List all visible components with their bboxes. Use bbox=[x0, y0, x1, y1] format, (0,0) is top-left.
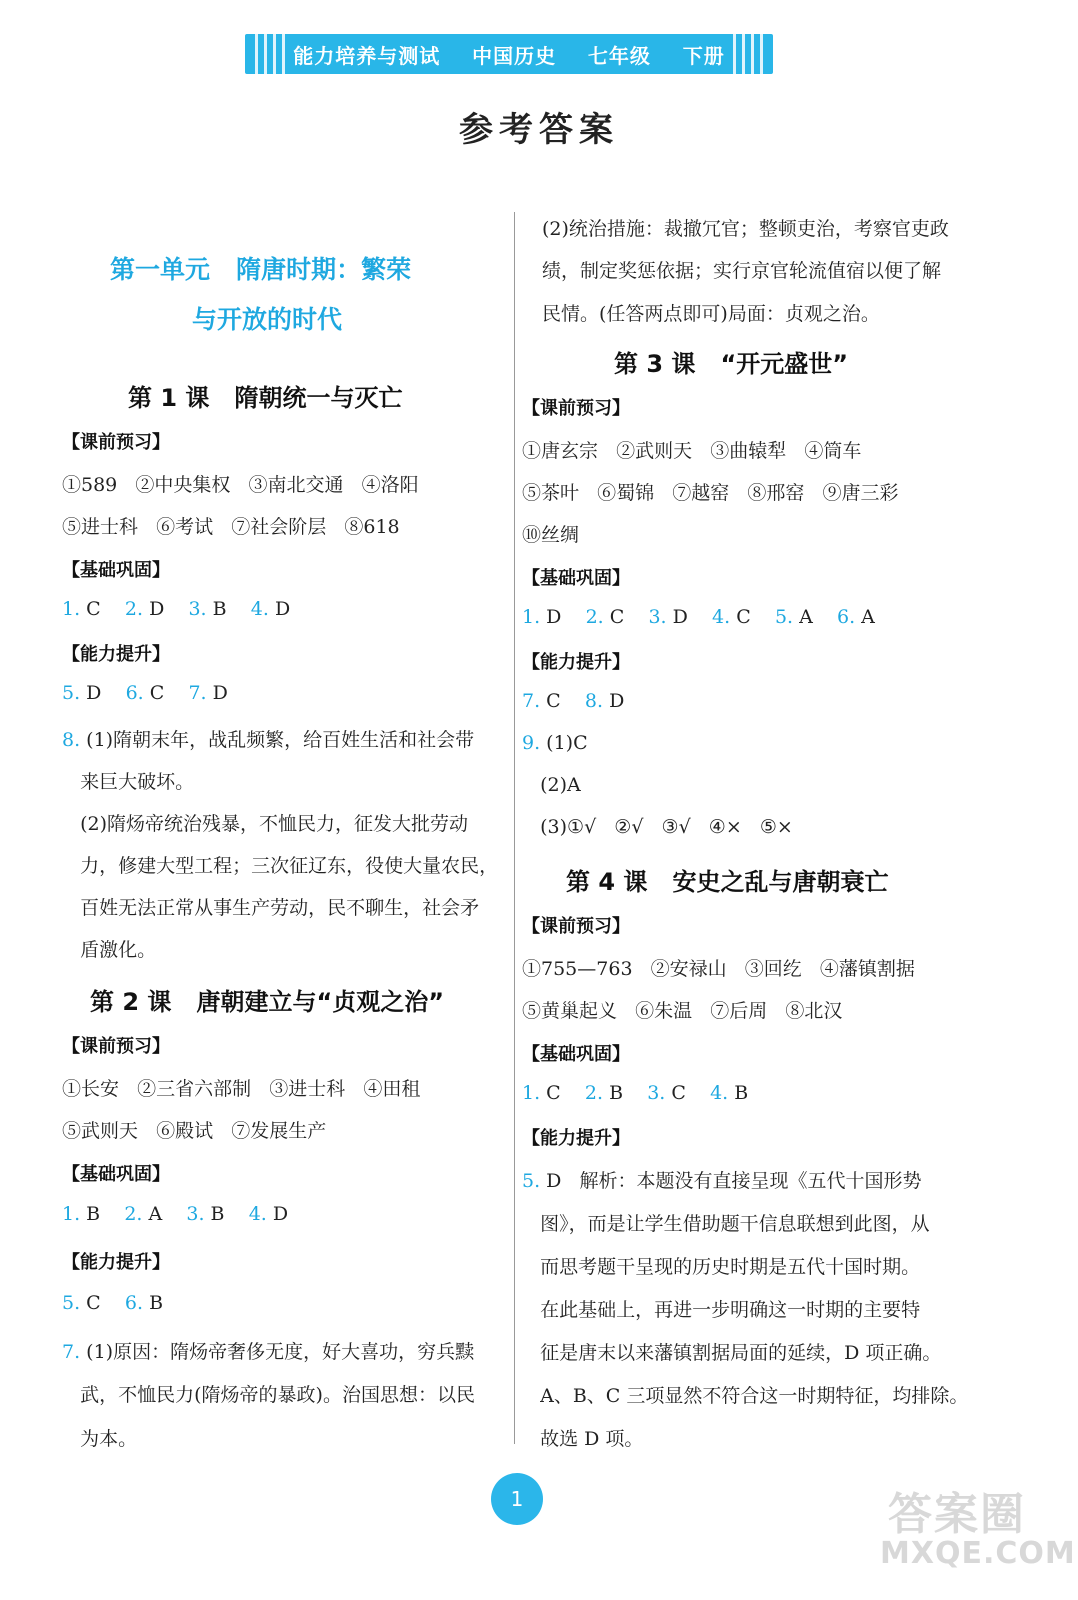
lesson2-ability-answers: 5. C 6. B bbox=[62, 1292, 164, 1314]
lesson4-q5-line: 故选 D 项。 bbox=[522, 1428, 644, 1450]
lesson1-preview-heading: 【课前预习】 bbox=[62, 432, 170, 453]
lesson1-preview-line: ⑤进士科 ⑥考试 ⑦社会阶层 ⑧618 bbox=[62, 516, 400, 538]
lesson3-ability-heading: 【能力提升】 bbox=[522, 652, 630, 673]
lesson3-basic-heading: 【基础巩固】 bbox=[522, 568, 630, 589]
lesson4-q5-line: 5. D 解析：本题没有直接呈现《五代十国形势 bbox=[522, 1170, 922, 1192]
unit-title-line1: 第一单元 隋唐时期：繁荣 bbox=[110, 255, 412, 284]
lesson2-preview-heading: 【课前预习】 bbox=[62, 1036, 170, 1057]
lesson4-ability-heading: 【能力提升】 bbox=[522, 1128, 630, 1149]
lesson2-q7-continued-line: 绩，制定奖惩依据；实行京官轮流值宿以便了解 bbox=[542, 260, 942, 282]
lesson2-q7-continued-line: (2)统治措施：裁撤冗官；整顿吏治，考察官吏政 bbox=[542, 218, 949, 240]
page-number-badge: 1 bbox=[491, 1473, 543, 1525]
lesson2-ability-heading: 【能力提升】 bbox=[62, 1252, 170, 1273]
lesson3-q9-line: (3)①√ ②√ ③√ ④× ⑤× bbox=[522, 816, 793, 838]
lesson2-preview-line: ⑤武则天 ⑥殿试 ⑦发展生产 bbox=[62, 1120, 327, 1142]
watermark-line2: MXQE.COM bbox=[880, 1536, 1076, 1571]
lesson4-preview-line: ①755—763 ②安禄山 ③回纥 ④藩镇割据 bbox=[522, 958, 915, 980]
lesson2-q7-line: 武，不恤民力(隋炀帝的暴政)。治国思想：以民 bbox=[62, 1384, 475, 1406]
lesson1-ability-answers: 5. D 6. C 7. D bbox=[62, 682, 228, 704]
lesson4-q5-line: 征是唐末以来藩镇割据局面的延续，D 项正确。 bbox=[522, 1342, 942, 1364]
watermark-line1: 答案圈 bbox=[888, 1489, 1026, 1540]
lesson2-basic-heading: 【基础巩固】 bbox=[62, 1164, 170, 1185]
unit-title-line2: 与开放的时代 bbox=[192, 305, 343, 334]
lesson3-preview-heading: 【课前预习】 bbox=[522, 398, 630, 419]
lesson3-basic-answers: 1. D 2. C 3. D 4. C 5. A 6. A bbox=[522, 606, 875, 628]
lesson4-q5-line: A、B、C 三项显然不符合这一时期特征，均排除。 bbox=[522, 1385, 969, 1407]
lesson3-preview-line: ①唐玄宗 ②武则天 ③曲辕犁 ④筒车 bbox=[522, 440, 862, 462]
lesson2-q7-continued-line: 民情。(任答两点即可)局面：贞观之治。 bbox=[542, 303, 880, 325]
lesson1-q8-line: 百姓无法正常从事生产劳动，民不聊生，社会矛 bbox=[62, 897, 480, 919]
lesson1-preview-line: ①589 ②中央集权 ③南北交通 ④洛阳 bbox=[62, 474, 419, 496]
lesson2-title: 第 2 课 唐朝建立与“贞观之治” bbox=[90, 988, 445, 1016]
banner-text: 能力培养与测试 中国历史 七年级 下册 bbox=[293, 43, 725, 68]
lesson1-basic-heading: 【基础巩固】 bbox=[62, 560, 170, 581]
lesson4-preview-line: ⑤黄巢起义 ⑥朱温 ⑦后周 ⑧北汉 bbox=[522, 1000, 843, 1022]
lesson2-preview-line: ①长安 ②三省六部制 ③进士科 ④田租 bbox=[62, 1078, 421, 1100]
lesson1-q8-line: 盾激化。 bbox=[62, 939, 157, 961]
column-divider bbox=[514, 212, 515, 1444]
lesson1-title: 第 1 课 隋朝统一与灭亡 bbox=[128, 384, 403, 412]
watermark-logo bbox=[880, 1478, 1076, 1588]
lesson3-preview-line: ⑩丝绸 bbox=[522, 524, 580, 546]
lesson1-q8-line: (2)隋炀帝统治残暴，不恤民力，征发大批劳动 bbox=[62, 813, 469, 835]
lesson4-preview-heading: 【课前预习】 bbox=[522, 916, 630, 937]
lesson4-q5-line: 图》，而是让学生借助题干信息联想到此图，从 bbox=[522, 1213, 930, 1235]
lesson4-q5-line: 在此基础上，再进一步明确这一时期的主要特 bbox=[522, 1299, 921, 1321]
header-banner bbox=[245, 34, 773, 74]
lesson1-q8-line: 力，修建大型工程；三次征辽东，役使大量农民， bbox=[62, 855, 499, 877]
lesson1-q8-line: 8. (1)隋朝末年，战乱频繁，给百姓生活和社会带 bbox=[62, 729, 475, 751]
lesson1-ability-heading: 【能力提升】 bbox=[62, 644, 170, 665]
lesson3-title: 第 3 课 “开元盛世” bbox=[614, 350, 849, 378]
lesson3-q9-line: 9. (1)C bbox=[522, 732, 588, 754]
lesson3-ability-answers: 7. C 8. D bbox=[522, 690, 625, 712]
lesson3-q9-line: (2)A bbox=[522, 774, 581, 796]
lesson2-q7-line: 为本。 bbox=[62, 1428, 138, 1450]
lesson1-q8-line: 来巨大破坏。 bbox=[62, 771, 195, 793]
lesson4-basic-heading: 【基础巩固】 bbox=[522, 1044, 630, 1065]
lesson2-basic-answers: 1. B 2. A 3. B 4. D bbox=[62, 1203, 289, 1225]
lesson2-q7-line: 7. (1)原因：隋炀帝奢侈无度，好大喜功，穷兵黩 bbox=[62, 1341, 475, 1363]
lesson4-q5-line: 而思考题干呈现的历史时期是五代十国时期。 bbox=[522, 1256, 921, 1278]
lesson4-basic-answers: 1. C 2. B 3. C 4. B bbox=[522, 1082, 749, 1104]
banner-stripes-right bbox=[733, 34, 763, 74]
page-title: 参考答案 bbox=[459, 110, 619, 150]
banner-stripes-left bbox=[255, 34, 285, 74]
lesson3-preview-line: ⑤茶叶 ⑥蜀锦 ⑦越窑 ⑧邢窑 ⑨唐三彩 bbox=[522, 482, 899, 504]
lesson4-title: 第 4 课 安史之乱与唐朝衰亡 bbox=[566, 868, 889, 896]
lesson1-basic-answers: 1. C 2. D 3. B 4. D bbox=[62, 598, 291, 620]
